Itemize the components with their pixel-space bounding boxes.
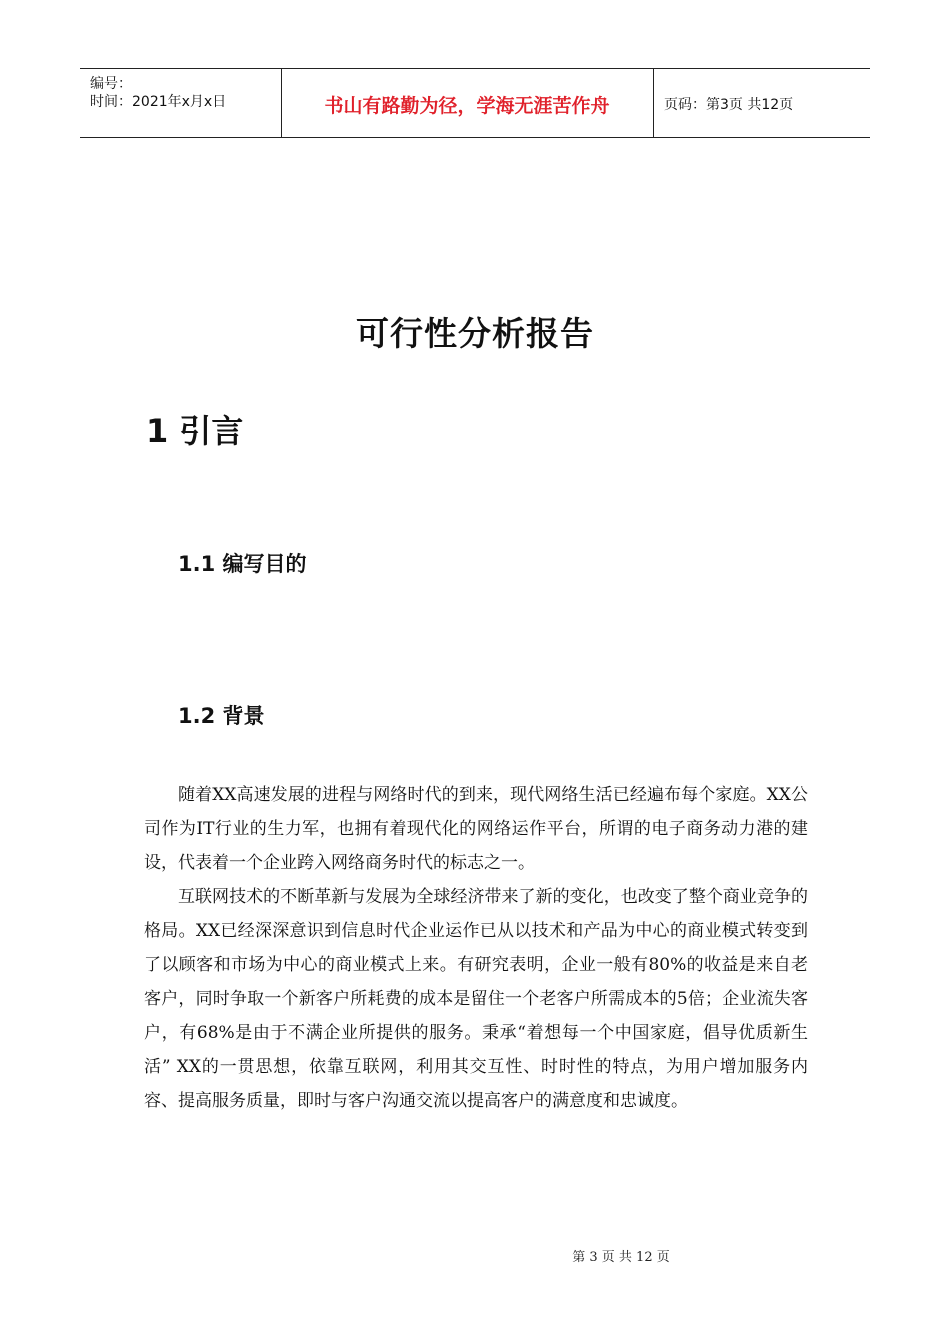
document-time-label: 时间：2021年x月x日 <box>90 94 227 110</box>
section-heading-background: 1.2 背景 <box>178 704 265 728</box>
header-page-cell <box>654 69 870 137</box>
page-header-table <box>80 68 870 138</box>
document-number-label: 编号： <box>90 76 132 92</box>
background-paragraph-2: 互联网技术的不断革新与发展为全球经济带来了新的变化，也改变了整个商业竞争的格局。XX已经深深意识到信息时代企业运作已从以技术和产品为中心的商业模式转变到了以顾客和市场为中心的商业模式上来。有研究表明，企业一般有80%的收益是来自老客户，同时争取一个新客户所耗费的成本是留住一个老客户所需成本的5倍；企业流失客户，有68%是由于不满企业所提供的服务。秉承“着想每一个中国家庭，倡导优质新生活” XX的一贯思想，依靠互联网，利用其交互性、时时性的特点，为用户增加服务内容、提高服务质量，即时与客户沟通交流以提高客户的满意度和忠诚度。 <box>144 887 808 1111</box>
document-title: 可行性分析报告 <box>356 314 594 353</box>
background-body <box>144 778 808 1118</box>
header-info-cell <box>80 69 282 137</box>
section-heading-purpose: 1.1 编写目的 <box>178 552 307 576</box>
header-page-info: 页码：第3页 共12页 <box>664 97 794 113</box>
section-heading-introduction: 1 引言 <box>146 412 244 450</box>
header-motto-cell <box>281 69 654 137</box>
header-motto: 书山有路勤为径，学海无涯苦作舟 <box>324 95 610 117</box>
page-footer-number: 第 3 页 共 12 页 <box>572 1250 670 1265</box>
background-paragraph-1: 随着XX高速发展的进程与网络时代的到来，现代网络生活已经遍布每个家庭。XX公司作为IT行业的生力军，也拥有着现代化的网络运作平台，所谓的电子商务动力港的建设，代表着一个企业跨入网络商务时代的标志之一。 <box>144 785 808 873</box>
